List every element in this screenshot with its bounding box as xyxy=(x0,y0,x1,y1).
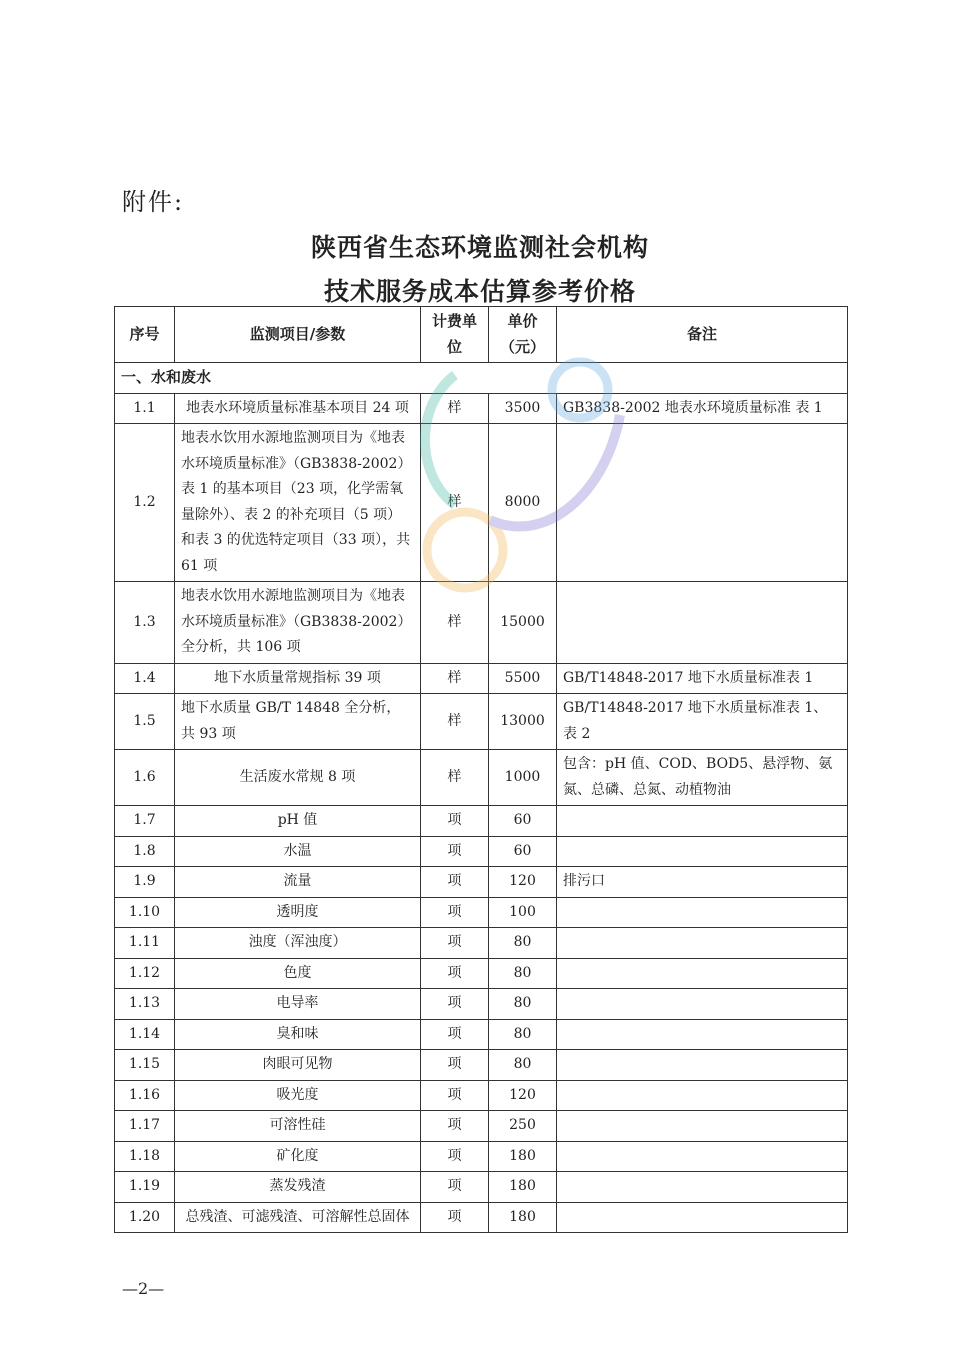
row-unit: 样 xyxy=(421,582,489,664)
row-item: 透明度 xyxy=(175,897,421,928)
row-item: 生活废水常规 8 项 xyxy=(175,750,421,806)
row-item: 水温 xyxy=(175,836,421,867)
row-price: 80 xyxy=(489,958,557,989)
row-item: 可溶性硅 xyxy=(175,1111,421,1142)
row-index: 1.1 xyxy=(115,393,175,424)
row-unit: 项 xyxy=(421,897,489,928)
row-index: 1.4 xyxy=(115,663,175,694)
row-item: 地表水饮用水源地监测项目为《地表水环境质量标准》（GB3838-2002）表 1 的基本项目（23 项，化学需氧量除外）、表 2 的补充项目（5 项）和表 3 的优选特定项目（33 项），共 61 项 xyxy=(175,424,421,582)
col-index: 序号 xyxy=(115,307,175,363)
row-index: 1.10 xyxy=(115,897,175,928)
row-index: 1.6 xyxy=(115,750,175,806)
row-unit: 项 xyxy=(421,1202,489,1233)
table-row xyxy=(115,424,848,582)
row-price: 15000 xyxy=(489,582,557,664)
row-note xyxy=(557,1019,848,1050)
row-item: 地下水质量 GB/T 14848 全分析，共 93 项 xyxy=(175,694,421,750)
row-unit: 项 xyxy=(421,1111,489,1142)
table-row xyxy=(115,806,848,837)
page-number: —2— xyxy=(122,1279,165,1298)
row-item: 浊度（浑浊度） xyxy=(175,928,421,959)
row-price: 180 xyxy=(489,1141,557,1172)
row-note: 包含：pH 值、COD、BOD5、悬浮物、氨氮、总磷、总氮、动植物油 xyxy=(557,750,848,806)
row-note: 排污口 xyxy=(557,867,848,898)
table-row xyxy=(115,1111,848,1142)
row-price: 3500 xyxy=(489,393,557,424)
row-index: 1.9 xyxy=(115,867,175,898)
row-unit: 样 xyxy=(421,393,489,424)
col-unit: 计费单位 xyxy=(421,307,489,363)
table-row xyxy=(115,750,848,806)
table-row xyxy=(115,989,848,1020)
row-unit: 项 xyxy=(421,958,489,989)
row-price: 1000 xyxy=(489,750,557,806)
table-row xyxy=(115,897,848,928)
row-item: 矿化度 xyxy=(175,1141,421,1172)
table-row xyxy=(115,582,848,664)
section-row xyxy=(115,363,848,394)
row-index: 1.15 xyxy=(115,1050,175,1081)
row-unit: 样 xyxy=(421,694,489,750)
row-unit: 样 xyxy=(421,424,489,582)
table-row xyxy=(115,958,848,989)
row-note xyxy=(557,806,848,837)
row-index: 1.2 xyxy=(115,424,175,582)
row-unit: 项 xyxy=(421,1172,489,1203)
row-item: 色度 xyxy=(175,958,421,989)
row-note xyxy=(557,424,848,582)
row-price: 80 xyxy=(489,928,557,959)
row-item: 地表水饮用水源地监测项目为《地表水环境质量标准》（GB3838-2002）全分析，共 106 项 xyxy=(175,582,421,664)
price-table xyxy=(114,306,848,1233)
row-item: 流量 xyxy=(175,867,421,898)
row-index: 1.7 xyxy=(115,806,175,837)
row-price: 60 xyxy=(489,806,557,837)
row-note xyxy=(557,1141,848,1172)
row-unit: 项 xyxy=(421,1141,489,1172)
table-row xyxy=(115,928,848,959)
row-note: GB/T14848-2017 地下水质量标准表 1、表 2 xyxy=(557,694,848,750)
row-price: 120 xyxy=(489,1080,557,1111)
row-price: 80 xyxy=(489,989,557,1020)
table-row xyxy=(115,836,848,867)
row-unit: 项 xyxy=(421,806,489,837)
row-unit: 项 xyxy=(421,928,489,959)
row-unit: 项 xyxy=(421,867,489,898)
row-note xyxy=(557,989,848,1020)
row-unit: 样 xyxy=(421,663,489,694)
row-unit: 项 xyxy=(421,1050,489,1081)
row-note xyxy=(557,928,848,959)
row-price: 5500 xyxy=(489,663,557,694)
row-index: 1.14 xyxy=(115,1019,175,1050)
row-note xyxy=(557,897,848,928)
section-title: 一、水和废水 xyxy=(115,363,848,394)
row-note xyxy=(557,1050,848,1081)
row-index: 1.20 xyxy=(115,1202,175,1233)
table-header-row xyxy=(115,307,848,363)
table-row xyxy=(115,1141,848,1172)
row-index: 1.12 xyxy=(115,958,175,989)
row-price: 13000 xyxy=(489,694,557,750)
row-price: 8000 xyxy=(489,424,557,582)
row-item: 电导率 xyxy=(175,989,421,1020)
row-note: GB3838-2002 地表水环境质量标准 表 1 xyxy=(557,393,848,424)
col-note: 备注 xyxy=(557,307,848,363)
row-price: 60 xyxy=(489,836,557,867)
row-index: 1.18 xyxy=(115,1141,175,1172)
row-note: GB/T14848-2017 地下水质量标准表 1 xyxy=(557,663,848,694)
row-item: 肉眼可见物 xyxy=(175,1050,421,1081)
row-item: pH 值 xyxy=(175,806,421,837)
row-index: 1.19 xyxy=(115,1172,175,1203)
row-note xyxy=(557,1172,848,1203)
row-note xyxy=(557,836,848,867)
col-item: 监测项目/参数 xyxy=(175,307,421,363)
row-price: 250 xyxy=(489,1111,557,1142)
row-index: 1.5 xyxy=(115,694,175,750)
row-unit: 样 xyxy=(421,750,489,806)
row-note xyxy=(557,582,848,664)
document-title-line2: 技术服务成本估算参考价格 xyxy=(323,277,636,306)
table-row xyxy=(115,393,848,424)
row-price: 80 xyxy=(489,1019,557,1050)
row-unit: 项 xyxy=(421,1019,489,1050)
row-item: 蒸发残渣 xyxy=(175,1172,421,1203)
row-price: 100 xyxy=(489,897,557,928)
row-unit: 项 xyxy=(421,836,489,867)
attachment-label: 附件: xyxy=(122,188,185,216)
row-price: 180 xyxy=(489,1202,557,1233)
row-item: 总残渣、可滤残渣、可溶解性总固体 xyxy=(175,1202,421,1233)
table-row xyxy=(115,1050,848,1081)
row-price: 80 xyxy=(489,1050,557,1081)
row-item: 地下水质量常规指标 39 项 xyxy=(175,663,421,694)
table-row xyxy=(115,1172,848,1203)
table-row xyxy=(115,1080,848,1111)
row-note xyxy=(557,1202,848,1233)
table-row xyxy=(115,663,848,694)
row-index: 1.13 xyxy=(115,989,175,1020)
row-index: 1.8 xyxy=(115,836,175,867)
row-note xyxy=(557,1111,848,1142)
table-row xyxy=(115,694,848,750)
col-price: 单价（元） xyxy=(489,307,557,363)
table-row xyxy=(115,1202,848,1233)
row-note xyxy=(557,958,848,989)
row-price: 120 xyxy=(489,867,557,898)
row-unit: 项 xyxy=(421,989,489,1020)
row-index: 1.16 xyxy=(115,1080,175,1111)
row-price: 180 xyxy=(489,1172,557,1203)
row-item: 吸光度 xyxy=(175,1080,421,1111)
row-index: 1.17 xyxy=(115,1111,175,1142)
row-index: 1.3 xyxy=(115,582,175,664)
row-item: 地表水环境质量标准基本项目 24 项 xyxy=(175,393,421,424)
table-row xyxy=(115,867,848,898)
row-note xyxy=(557,1080,848,1111)
row-unit: 项 xyxy=(421,1080,489,1111)
row-item: 臭和味 xyxy=(175,1019,421,1050)
document-title-line1: 陕西省生态环境监测社会机构 xyxy=(310,233,649,262)
table-row xyxy=(115,1019,848,1050)
row-index: 1.11 xyxy=(115,928,175,959)
